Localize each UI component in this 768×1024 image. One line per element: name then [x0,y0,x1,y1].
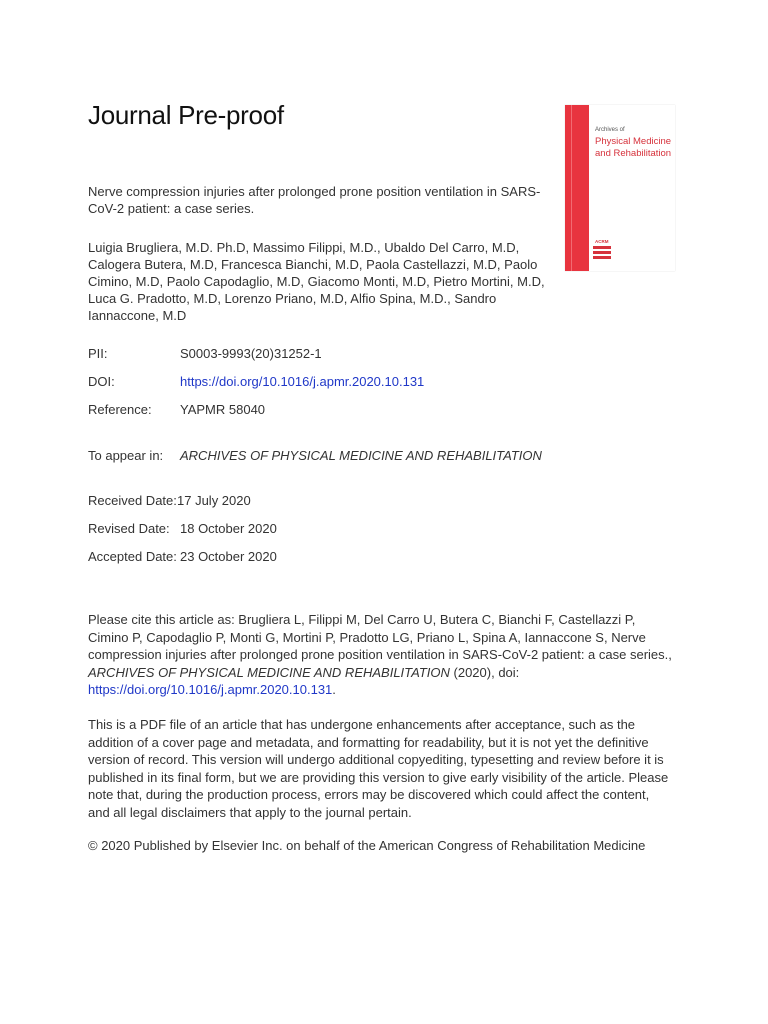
received-label: Received Date: [88,493,177,508]
revised-label: Revised Date: [88,521,170,536]
reference-value: YAPMR 58040 [180,402,266,417]
reference-label: Reference: [88,402,152,417]
citation-paragraph [88,611,672,699]
accepted-label: Accepted Date: [88,549,177,564]
journal-cover-thumbnail [565,105,675,271]
citation-text: Please cite this article as: Brugliera L, Filippi M, Del Carro U, Butera C, Bianchi F, Castellazzi P, Cimino P, Capodaglio P, Monti G, Mortini P, Pradotto LG, Priano L, Spina A, Iannaccone S, Nerve compression injuries after prolonged prone position ventilation in SARS-CoV-2 patient: a case series., [88,612,672,662]
citation-end: . [332,682,336,697]
citation-journal: ARCHIVES OF PHYSICAL MEDICINE AND REHABILITATION [88,664,450,680]
cover-logo-text: ACRM [595,239,609,244]
disclaimer-paragraph: This is a PDF file of an article that has undergone enhancements after acceptance, such as the addition of a cover page and metadata, and formatting for readability, but it is not yet the definitive version of record. This version will undergo additional copyediting, typesetting and review before it is published in its final form, but we are providing this version to give early visibility of the article. Please note that, during the production process, errors may be discovered which could affect the content, and all legal disclaimers that apply to the journal pertain. [88,717,669,820]
appear-journal: ARCHIVES OF PHYSICAL MEDICINE AND REHABILITATION [180,448,542,463]
pii-value: S0003-9993(20)31252-1 [180,346,322,361]
acrm-logo-icon [593,246,611,264]
citation-doi-link[interactable]: https://doi.org/10.1016/j.apmr.2020.10.131 [88,682,333,697]
copyright-notice: © 2020 Published by Elsevier Inc. on behalf of the American Congress of Rehabilitation Medicine [88,838,646,853]
cover-small-line: Archives of [595,127,625,133]
doi-link[interactable]: https://doi.org/10.1016/j.apmr.2020.10.131 [180,374,425,389]
accepted-date: 23 October 2020 [180,549,277,564]
cover-red-band [565,105,589,271]
page-title: Journal Pre-proof [88,100,284,130]
article-title: Nerve compression injuries after prolonged prone position ventilation in SARS-CoV-2 patient: a case series. [88,184,541,216]
pii-label: PII: [88,346,108,361]
author-list: Luigia Brugliera, M.D. Ph.D, Massimo Filippi, M.D., Ubaldo Del Carro, M.D, Calogera Butera, M.D, Francesca Bianchi, M.D, Paola Castellazzi, M.D, Paolo Cimino, M.D, Paolo Capodaglio, M.D, Giacomo Monti, M.D, Pietro Mortini, M.D, Luca G. Pradotto, M.D, Lorenzo Priano, M.D, Alfio Spina, M.D., Sandro Iannaccone, M.D [88,240,545,323]
received-date: 17 July 2020 [177,493,251,508]
doi-label: DOI: [88,374,115,389]
appear-label: To appear in: [88,448,164,463]
revised-date: 18 October 2020 [180,521,277,536]
cover-journal-name: Physical Medicine and Rehabilitation [595,136,672,159]
citation-year: (2020), doi: [449,664,520,680]
